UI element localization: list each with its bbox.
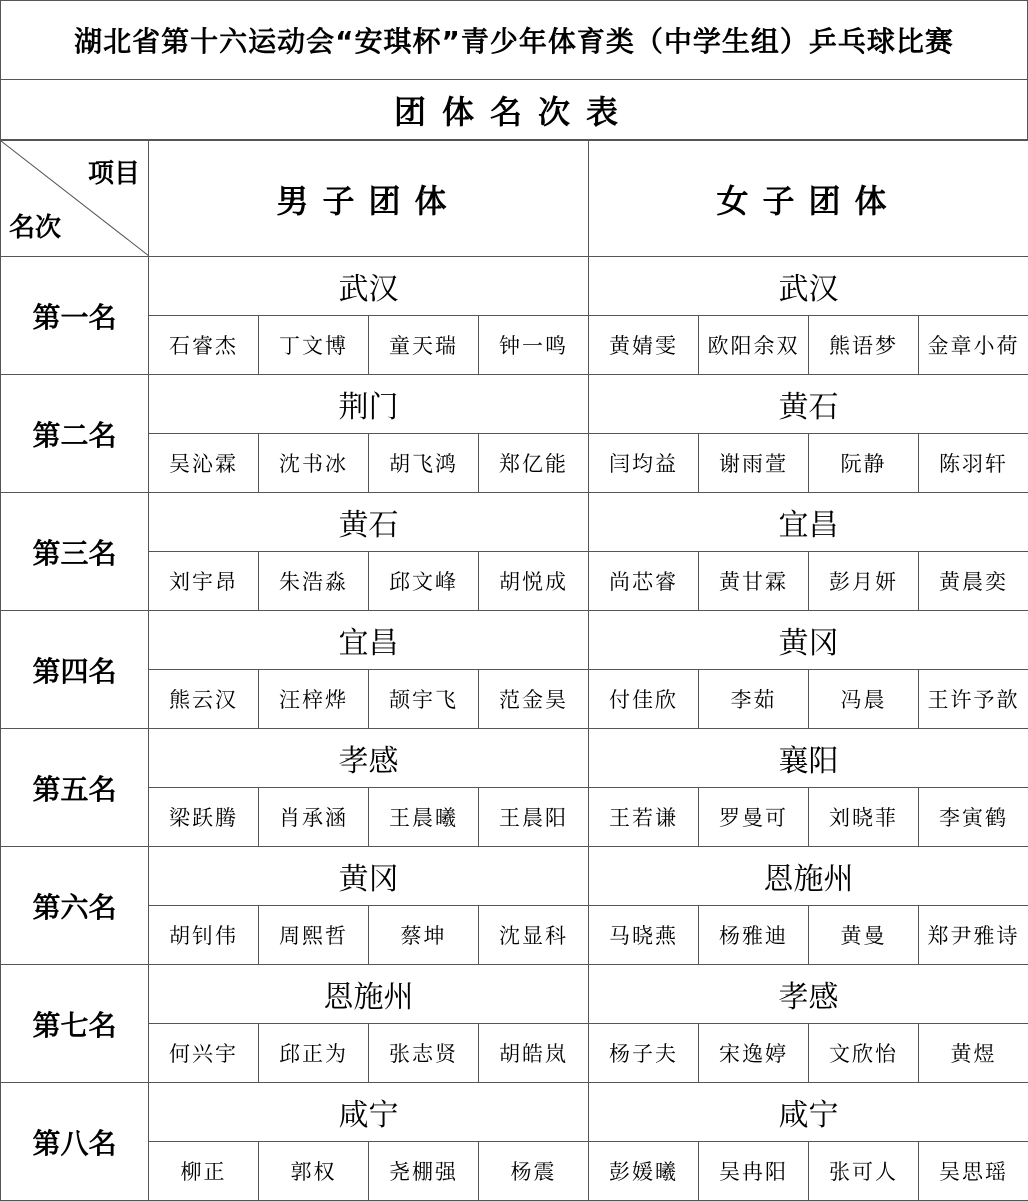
women-team-name: 黄石 — [589, 375, 1028, 434]
men-team-name: 荆门 — [149, 375, 589, 434]
men-player-name: 杨震 — [479, 1142, 589, 1201]
women-player-name: 罗曼可 — [699, 788, 809, 847]
rank-players-row — [1, 1142, 1028, 1201]
women-player-name: 文欣怡 — [809, 1024, 919, 1083]
rank-label: 第三名 — [1, 493, 149, 611]
rank-label: 第四名 — [1, 611, 149, 729]
women-player-name: 彭月妍 — [809, 552, 919, 611]
rank-team-row — [1, 375, 1028, 434]
men-team-name: 恩施州 — [149, 965, 589, 1024]
men-team-name: 武汉 — [149, 257, 589, 316]
men-player-name: 郭权 — [259, 1142, 369, 1201]
women-team-header: 女子团体 — [589, 141, 1028, 257]
men-player-name: 胡飞鸿 — [369, 434, 479, 493]
women-player-name: 杨子夫 — [589, 1024, 699, 1083]
women-player-name: 阮静 — [809, 434, 919, 493]
women-player-name: 熊语梦 — [809, 316, 919, 375]
men-player-name: 郑亿能 — [479, 434, 589, 493]
men-player-name: 柳正 — [149, 1142, 259, 1201]
rank-label: 第六名 — [1, 847, 149, 965]
men-player-name: 蔡坤 — [369, 906, 479, 965]
women-team-name: 武汉 — [589, 257, 1028, 316]
women-player-name: 陈羽轩 — [919, 434, 1028, 493]
women-team-name: 宜昌 — [589, 493, 1028, 552]
women-player-name: 郑尹雅诗 — [919, 906, 1028, 965]
rank-team-row — [1, 493, 1028, 552]
women-player-name: 谢雨萱 — [699, 434, 809, 493]
men-team-name: 宜昌 — [149, 611, 589, 670]
women-player-name: 张可人 — [809, 1142, 919, 1201]
men-player-name: 刘宇昂 — [149, 552, 259, 611]
women-player-name: 彭媛曦 — [589, 1142, 699, 1201]
rank-players-row — [1, 906, 1028, 965]
men-player-name: 胡钊伟 — [149, 906, 259, 965]
rank-label: 第五名 — [1, 729, 149, 847]
women-player-name: 王若谦 — [589, 788, 699, 847]
corner-rank-label: 名次 — [9, 207, 61, 244]
men-player-name: 胡皓岚 — [479, 1024, 589, 1083]
rank-players-row — [1, 788, 1028, 847]
men-player-name: 周熙哲 — [259, 906, 369, 965]
men-player-name: 童天瑞 — [369, 316, 479, 375]
women-team-name: 黄冈 — [589, 611, 1028, 670]
men-player-name: 朱浩淼 — [259, 552, 369, 611]
women-player-name: 欧阳余双 — [699, 316, 809, 375]
women-team-name: 恩施州 — [589, 847, 1028, 906]
rank-team-row — [1, 965, 1028, 1024]
men-player-name: 汪梓烨 — [259, 670, 369, 729]
rank-players-row — [1, 434, 1028, 493]
women-team-name: 孝感 — [589, 965, 1028, 1024]
table-subtitle: 团体名次表 — [0, 80, 1028, 140]
rank-team-row — [1, 847, 1028, 906]
men-player-name: 尧棚强 — [369, 1142, 479, 1201]
corner-item-label: 项目 — [88, 153, 140, 190]
women-player-name: 黄甘霖 — [699, 552, 809, 611]
men-player-name: 颉宇飞 — [369, 670, 479, 729]
women-player-name: 闫均益 — [589, 434, 699, 493]
women-player-name: 付佳欣 — [589, 670, 699, 729]
women-player-name: 金章小荷 — [919, 316, 1028, 375]
men-player-name: 胡悦成 — [479, 552, 589, 611]
women-player-name: 王许予歆 — [919, 670, 1028, 729]
women-player-name: 黄婧雯 — [589, 316, 699, 375]
men-team-name: 咸宁 — [149, 1083, 589, 1142]
ranking-table — [0, 140, 1028, 1201]
men-player-name: 王晨阳 — [479, 788, 589, 847]
women-player-name: 吴思瑶 — [919, 1142, 1028, 1201]
rank-team-row — [1, 729, 1028, 788]
rank-players-row — [1, 552, 1028, 611]
men-player-name: 钟一鸣 — [479, 316, 589, 375]
rank-label: 第八名 — [1, 1083, 149, 1201]
men-player-name: 肖承涵 — [259, 788, 369, 847]
rank-label: 第七名 — [1, 965, 149, 1083]
women-player-name: 黄晨奕 — [919, 552, 1028, 611]
rank-players-row — [1, 670, 1028, 729]
rank-label: 第二名 — [1, 375, 149, 493]
rank-players-row — [1, 1024, 1028, 1083]
men-player-name: 邱文峰 — [369, 552, 479, 611]
men-player-name: 熊云汉 — [149, 670, 259, 729]
women-player-name: 刘晓菲 — [809, 788, 919, 847]
men-player-name: 张志贤 — [369, 1024, 479, 1083]
men-player-name: 梁跃腾 — [149, 788, 259, 847]
women-player-name: 吴冉阳 — [699, 1142, 809, 1201]
men-player-name: 沈显科 — [479, 906, 589, 965]
men-player-name: 丁文博 — [259, 316, 369, 375]
men-team-name: 黄冈 — [149, 847, 589, 906]
women-player-name: 马晓燕 — [589, 906, 699, 965]
men-player-name: 邱正为 — [259, 1024, 369, 1083]
document-title: 湖北省第十六运动会“安琪杯”青少年体育类（中学生组）乒乓球比赛 — [0, 0, 1028, 80]
women-player-name: 冯晨 — [809, 670, 919, 729]
women-player-name: 黄曼 — [809, 906, 919, 965]
rank-team-row — [1, 1083, 1028, 1142]
women-player-name: 李茹 — [699, 670, 809, 729]
men-player-name: 王晨曦 — [369, 788, 479, 847]
men-player-name: 沈书冰 — [259, 434, 369, 493]
men-team-name: 黄石 — [149, 493, 589, 552]
women-player-name: 尚芯睿 — [589, 552, 699, 611]
men-team-name: 孝感 — [149, 729, 589, 788]
men-player-name: 范金昊 — [479, 670, 589, 729]
rank-team-row — [1, 257, 1028, 316]
men-player-name: 吴沁霖 — [149, 434, 259, 493]
women-player-name: 杨雅迪 — [699, 906, 809, 965]
women-player-name: 黄煜 — [919, 1024, 1028, 1083]
men-player-name: 石睿杰 — [149, 316, 259, 375]
women-team-name: 咸宁 — [589, 1083, 1028, 1142]
corner-cell — [1, 141, 149, 257]
header-row — [1, 141, 1028, 257]
rank-team-row — [1, 611, 1028, 670]
men-player-name: 何兴宇 — [149, 1024, 259, 1083]
men-team-header: 男子团体 — [149, 141, 589, 257]
women-team-name: 襄阳 — [589, 729, 1028, 788]
women-player-name: 宋逸婷 — [699, 1024, 809, 1083]
rank-label: 第一名 — [1, 257, 149, 375]
rank-players-row — [1, 316, 1028, 375]
women-player-name: 李寅鹤 — [919, 788, 1028, 847]
